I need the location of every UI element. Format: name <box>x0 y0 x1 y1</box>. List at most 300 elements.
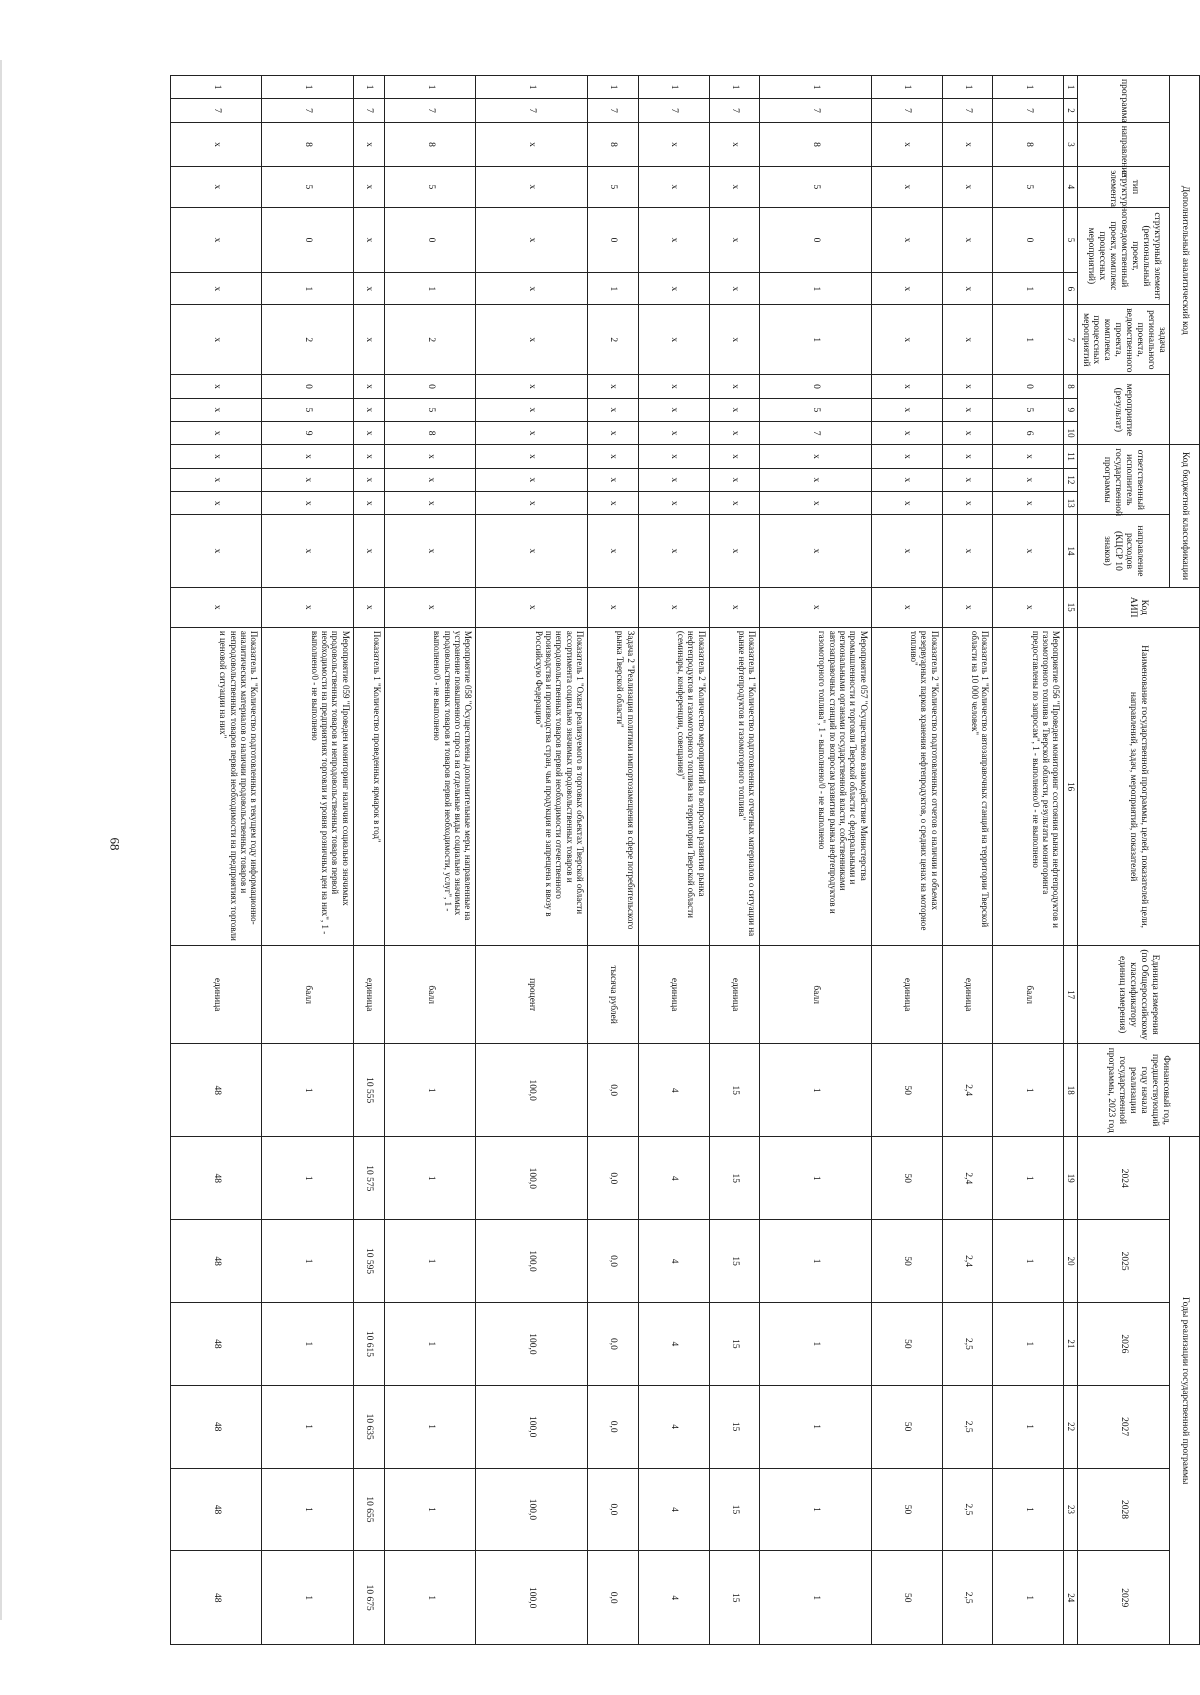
description-cell: Мероприятие 059 "Проведен мониторинг наличия социально значимых продовольственных товаров и непродовольственных товаров первой необходимости на предприятиях торговли и уровня розничных цен на них", 1 - выполнено/0 - не выполнено <box>262 627 353 945</box>
value-cell: 10 675 <box>353 1551 384 1645</box>
value-cell: 0,0 <box>588 1043 639 1136</box>
value-cell: 50 <box>871 1220 942 1303</box>
header-year: 2028 <box>1077 1468 1169 1551</box>
code-cell: х <box>760 515 872 587</box>
value-cell: 1 <box>760 1220 872 1303</box>
column-number: 5 <box>1064 207 1077 273</box>
code-cell: х <box>385 492 476 515</box>
table-row <box>760 76 872 1645</box>
value-cell: 1 <box>760 1551 872 1645</box>
code-cell: х <box>638 421 709 444</box>
code-cell: х <box>709 398 760 421</box>
value-cell: 1 <box>993 1220 1064 1303</box>
code-cell: х <box>588 587 639 627</box>
column-number: 8 <box>1064 375 1077 398</box>
value-cell: 15 <box>709 1220 760 1303</box>
value-cell: 100,0 <box>476 1043 588 1136</box>
column-number: 2 <box>1064 99 1077 122</box>
code-cell: х <box>638 122 709 167</box>
code-cell: х <box>171 492 262 515</box>
table-row <box>871 76 942 1645</box>
code-cell: 1 <box>871 76 942 99</box>
code-cell: 5 <box>262 398 353 421</box>
table-row <box>262 76 353 1645</box>
value-cell: 1 <box>385 1468 476 1551</box>
value-cell: 1 <box>262 1551 353 1645</box>
code-cell: х <box>638 492 709 515</box>
header-unit: Единица измерения (по Общероссийскому классификатору единиц измерения) <box>1077 946 1199 1044</box>
code-cell: х <box>638 515 709 587</box>
code-cell: х <box>709 207 760 273</box>
code-cell: х <box>871 445 942 468</box>
column-number: 16 <box>1064 627 1077 945</box>
code-cell: х <box>760 492 872 515</box>
code-cell: х <box>709 468 760 491</box>
header-fin-year: Финансовый год, предшествующий году начала реализации государственной программы, 2023 год <box>1077 1043 1199 1136</box>
code-cell: х <box>871 398 942 421</box>
value-cell: 1 <box>262 1468 353 1551</box>
column-number: 23 <box>1064 1468 1077 1551</box>
code-cell: х <box>476 515 588 587</box>
code-cell: 8 <box>760 122 872 167</box>
value-cell: 0,0 <box>588 1302 639 1385</box>
code-cell: х <box>993 445 1064 468</box>
code-cell: х <box>476 207 588 273</box>
unit-cell: балл <box>262 946 353 1044</box>
column-number: 17 <box>1064 946 1077 1044</box>
unit-cell: балл <box>993 946 1064 1044</box>
code-cell: х <box>871 515 942 587</box>
code-cell: х <box>476 122 588 167</box>
value-cell: 4 <box>638 1137 709 1220</box>
header-name: Наименование государственной программы, целей, показателей цели, направлений, задач, мероприятий, показателей <box>1077 627 1199 945</box>
column-number: 9 <box>1064 398 1077 421</box>
description-cell: Мероприятие 056 "Проведен мониторинг состояния рынка нефтепродуктов и газомоторного топлива в Тверской области, результаты мониторинга предоставлены по запросам", 1 - выполнено/0 - не выполнено <box>993 627 1064 945</box>
code-cell: х <box>588 398 639 421</box>
value-cell: 4 <box>638 1385 709 1468</box>
code-cell: 1 <box>993 273 1064 305</box>
code-cell: х <box>709 492 760 515</box>
value-cell: 1 <box>760 1468 872 1551</box>
code-cell: 2 <box>262 305 353 375</box>
code-cell: 1 <box>760 76 872 99</box>
code-cell: х <box>709 587 760 627</box>
code-cell: х <box>942 375 993 398</box>
column-number: 3 <box>1064 122 1077 167</box>
code-cell: 1 <box>385 76 476 99</box>
code-cell: 7 <box>262 99 353 122</box>
table-row <box>942 76 993 1645</box>
code-cell: х <box>171 273 262 305</box>
code-cell: х <box>709 305 760 375</box>
code-cell: х <box>638 445 709 468</box>
value-cell: 100,0 <box>476 1551 588 1645</box>
value-cell: 48 <box>171 1220 262 1303</box>
code-cell: х <box>171 305 262 375</box>
code-cell: х <box>353 375 384 398</box>
scan-edge-mark <box>0 60 2 1620</box>
unit-cell: единица <box>171 946 262 1044</box>
value-cell: 48 <box>171 1043 262 1136</box>
unit-cell: единица <box>709 946 760 1044</box>
code-cell: 1 <box>638 76 709 99</box>
code-cell: х <box>171 445 262 468</box>
code-cell: х <box>476 468 588 491</box>
code-cell: х <box>385 445 476 468</box>
value-cell: 100,0 <box>476 1137 588 1220</box>
code-cell: 9 <box>262 421 353 444</box>
column-number: 24 <box>1064 1551 1077 1645</box>
value-cell: 0,0 <box>588 1137 639 1220</box>
code-cell: х <box>353 515 384 587</box>
code-cell: х <box>476 375 588 398</box>
code-cell: х <box>385 587 476 627</box>
code-cell: 1 <box>476 76 588 99</box>
code-cell: х <box>942 122 993 167</box>
code-cell: 1 <box>353 76 384 99</box>
code-cell: х <box>638 167 709 207</box>
code-cell: х <box>760 445 872 468</box>
header-task: задача регионального проекта, ведомственного проекта, комплекса процессных мероприятий <box>1077 305 1169 375</box>
code-cell: х <box>871 375 942 398</box>
header-direction: направление <box>1077 122 1169 167</box>
value-cell: 4 <box>638 1468 709 1551</box>
value-cell: 1 <box>993 1302 1064 1385</box>
value-cell: 1 <box>262 1220 353 1303</box>
value-cell: 10 615 <box>353 1302 384 1385</box>
value-cell: 2,4 <box>942 1043 993 1136</box>
table-row <box>709 76 760 1645</box>
code-cell: х <box>262 445 353 468</box>
code-cell: 7 <box>353 99 384 122</box>
code-cell: 5 <box>993 398 1064 421</box>
code-cell: 7 <box>588 99 639 122</box>
code-cell: х <box>353 305 384 375</box>
value-cell: 1 <box>760 1302 872 1385</box>
value-cell: 0,0 <box>588 1385 639 1468</box>
code-cell: 0 <box>993 207 1064 273</box>
code-cell: х <box>638 375 709 398</box>
description-cell: Показатель 1 "Количество проведенных ярмарок в год" <box>353 627 384 945</box>
code-cell: х <box>353 122 384 167</box>
program-table <box>170 75 1200 1645</box>
value-cell: 100,0 <box>476 1220 588 1303</box>
code-cell: х <box>588 468 639 491</box>
value-cell: 48 <box>171 1302 262 1385</box>
table-row <box>385 76 476 1645</box>
code-cell: х <box>385 515 476 587</box>
unit-cell: тысяча рублей <box>588 946 639 1044</box>
code-cell: 7 <box>709 99 760 122</box>
value-cell: 15 <box>709 1302 760 1385</box>
code-cell: 1 <box>993 305 1064 375</box>
code-cell: х <box>942 492 993 515</box>
code-cell: х <box>353 468 384 491</box>
code-cell: х <box>353 207 384 273</box>
value-cell: 1 <box>993 1468 1064 1551</box>
value-cell: 15 <box>709 1385 760 1468</box>
description-cell: Показатель 1 "Количество подготовленных отчетных материалов о ситуации на рынке нефтепродуктов и газомоторного топлива" <box>709 627 760 945</box>
code-cell: х <box>942 207 993 273</box>
code-cell: 6 <box>993 421 1064 444</box>
code-cell: 5 <box>385 398 476 421</box>
code-cell: 0 <box>588 207 639 273</box>
header-years-group: Годы реализации государственной программы <box>1170 1137 1200 1645</box>
code-cell: 5 <box>993 167 1064 207</box>
value-cell: 1 <box>993 1043 1064 1136</box>
code-cell: х <box>942 273 993 305</box>
code-cell: х <box>588 515 639 587</box>
header-expense: направление расходов (КЦСР 10 знаков) <box>1077 515 1169 587</box>
code-cell: х <box>476 587 588 627</box>
code-cell: х <box>353 167 384 207</box>
value-cell: 4 <box>638 1220 709 1303</box>
value-cell: 15 <box>709 1551 760 1645</box>
code-cell: х <box>353 445 384 468</box>
code-cell: х <box>709 167 760 207</box>
header-event: мероприятие (результат) <box>1077 375 1169 445</box>
header-year: 2024 <box>1077 1137 1169 1220</box>
code-cell: х <box>262 587 353 627</box>
value-cell: 1 <box>262 1043 353 1136</box>
code-cell: х <box>871 305 942 375</box>
value-cell: 15 <box>709 1043 760 1136</box>
code-cell: 0 <box>760 207 872 273</box>
code-cell: х <box>476 273 588 305</box>
value-cell: 1 <box>262 1385 353 1468</box>
code-cell: 0 <box>385 207 476 273</box>
code-cell: 7 <box>993 99 1064 122</box>
code-cell: х <box>871 468 942 491</box>
code-cell: х <box>993 515 1064 587</box>
value-cell: 48 <box>171 1385 262 1468</box>
value-cell: 0,0 <box>588 1468 639 1551</box>
unit-cell: балл <box>760 946 872 1044</box>
header-aip-code: Код АИП <box>1077 587 1199 627</box>
code-cell: х <box>171 515 262 587</box>
code-cell: х <box>942 305 993 375</box>
value-cell: 0,0 <box>588 1551 639 1645</box>
table-row <box>993 76 1064 1645</box>
code-cell: 5 <box>385 167 476 207</box>
table-row <box>476 76 588 1645</box>
code-cell: х <box>638 207 709 273</box>
column-number: 21 <box>1064 1302 1077 1385</box>
code-cell: 0 <box>262 207 353 273</box>
code-cell: 8 <box>588 122 639 167</box>
code-cell: х <box>709 273 760 305</box>
code-cell: 1 <box>171 76 262 99</box>
unit-cell: единица <box>353 946 384 1044</box>
value-cell: 4 <box>638 1551 709 1645</box>
code-cell: 0 <box>385 375 476 398</box>
header-year: 2026 <box>1077 1302 1169 1385</box>
code-cell: х <box>262 492 353 515</box>
table-body <box>171 76 1064 1645</box>
code-cell: х <box>353 492 384 515</box>
code-cell: х <box>353 273 384 305</box>
value-cell: 100,0 <box>476 1385 588 1468</box>
code-cell: х <box>871 273 942 305</box>
value-cell: 1 <box>760 1385 872 1468</box>
value-cell: 1 <box>262 1137 353 1220</box>
code-cell: 5 <box>760 398 872 421</box>
description-cell: Показатель 1 "Количество автозаправочных станций на территории Тверской области на 10 000 человек" <box>942 627 993 945</box>
code-cell: х <box>385 468 476 491</box>
table-row <box>638 76 709 1645</box>
code-cell: 0 <box>760 375 872 398</box>
unit-cell: единица <box>638 946 709 1044</box>
code-cell: х <box>476 421 588 444</box>
value-cell: 2,5 <box>942 1302 993 1385</box>
code-cell: х <box>871 492 942 515</box>
column-number: 11 <box>1064 445 1077 468</box>
code-cell: 5 <box>588 167 639 207</box>
header-year: 2029 <box>1077 1551 1169 1645</box>
description-cell: Мероприятие 058 "Осуществлены дополнительные меры, направленные на устранение повышенного спроса на отдельные виды социально значимых продовольственных товаров и товаров первой необходимости, услуг", 1 - выполнено/0 - не выполнено <box>385 627 476 945</box>
description-cell: Показатель 2 "Количество подготовленных отчетов о наличии и объемах резервуарных парков хранения нефтепродуктов, о средних ценах на моторное топливо" <box>871 627 942 945</box>
code-cell: 7 <box>760 99 872 122</box>
table-row <box>588 76 639 1645</box>
header-struct-type: тип структурного элемента <box>1077 167 1169 207</box>
value-cell: 2,5 <box>942 1551 993 1645</box>
value-cell: 10 595 <box>353 1220 384 1303</box>
value-cell: 2,5 <box>942 1468 993 1551</box>
value-cell: 0,0 <box>588 1220 639 1303</box>
value-cell: 2,5 <box>942 1385 993 1468</box>
code-cell: х <box>942 468 993 491</box>
code-cell: х <box>993 492 1064 515</box>
code-cell: х <box>353 421 384 444</box>
value-cell: 2,4 <box>942 1137 993 1220</box>
value-cell: 100,0 <box>476 1302 588 1385</box>
column-number: 7 <box>1064 305 1077 375</box>
value-cell: 15 <box>709 1137 760 1220</box>
code-cell: х <box>171 167 262 207</box>
value-cell: 4 <box>638 1302 709 1385</box>
column-number: 4 <box>1064 167 1077 207</box>
code-cell: 1 <box>588 273 639 305</box>
code-cell: 7 <box>171 99 262 122</box>
code-cell: х <box>638 587 709 627</box>
code-cell: х <box>171 375 262 398</box>
header-struct-element: структурный элемент (региональный проект, ведомственный проект, комплекс процессных мероприятий) <box>1077 207 1169 305</box>
code-cell: 1 <box>385 273 476 305</box>
value-cell: 15 <box>709 1468 760 1551</box>
code-cell: х <box>942 167 993 207</box>
value-cell: 1 <box>385 1551 476 1645</box>
header-program: программа <box>1077 76 1169 123</box>
value-cell: 1 <box>993 1551 1064 1645</box>
value-cell: 1 <box>385 1137 476 1220</box>
code-cell: 7 <box>760 421 872 444</box>
code-cell: 7 <box>638 99 709 122</box>
code-cell: х <box>871 122 942 167</box>
code-cell: х <box>638 468 709 491</box>
code-cell: х <box>476 398 588 421</box>
column-number: 15 <box>1064 587 1077 627</box>
description-cell: Показатель 2 "Количество мероприятий по вопросам развития рынка нефтепродуктов и газомоторного топлива на территории Тверской области (семинары, конференции, совещания)" <box>638 627 709 945</box>
code-cell: 5 <box>760 167 872 207</box>
description-cell: Показатель 1 "Количество подготовленных в текущем году информационно-аналитических материалов о наличии продовольственных товаров и непродовольственных товаров первой необходимости на предприятиях торговли и ценовой ситуации на них" <box>171 627 262 945</box>
value-cell: 1 <box>760 1043 872 1136</box>
code-cell: х <box>588 492 639 515</box>
code-cell: х <box>353 587 384 627</box>
description-cell: Показатель 1 "Охват реализуемого в торговых объектах Тверской области ассортимента социально значимых продовольственных товаров и непродовольственных товаров первой необходимости отечественного производства и производства стран, чья продукция не запрещена к ввозу в Российскую Федерацию" <box>476 627 588 945</box>
code-cell: 1 <box>262 273 353 305</box>
code-cell: х <box>942 445 993 468</box>
value-cell: 1 <box>385 1043 476 1136</box>
code-cell: х <box>760 587 872 627</box>
unit-cell: процент <box>476 946 588 1044</box>
code-cell: х <box>709 421 760 444</box>
code-cell: х <box>760 468 872 491</box>
header-year: 2027 <box>1077 1385 1169 1468</box>
code-cell: 1 <box>262 76 353 99</box>
value-cell: 50 <box>871 1043 942 1136</box>
code-cell: 1 <box>942 76 993 99</box>
unit-cell: единица <box>942 946 993 1044</box>
page-number: 68 <box>107 837 123 851</box>
code-cell: х <box>709 515 760 587</box>
code-cell: х <box>942 421 993 444</box>
code-cell: х <box>709 445 760 468</box>
value-cell: 50 <box>871 1385 942 1468</box>
header-extra-code: Дополнительный аналитический код <box>1170 76 1200 445</box>
column-number: 14 <box>1064 515 1077 587</box>
value-cell: 1 <box>385 1302 476 1385</box>
code-cell: х <box>476 445 588 468</box>
code-cell: х <box>993 468 1064 491</box>
code-cell: х <box>871 167 942 207</box>
code-cell: х <box>476 167 588 207</box>
code-cell: х <box>871 421 942 444</box>
value-cell: 1 <box>385 1385 476 1468</box>
column-number: 1 <box>1064 76 1077 99</box>
column-number: 10 <box>1064 421 1077 444</box>
code-cell: 1 <box>760 273 872 305</box>
code-cell: х <box>262 468 353 491</box>
value-cell: 10 575 <box>353 1137 384 1220</box>
code-cell: х <box>171 398 262 421</box>
code-cell: х <box>942 398 993 421</box>
value-cell: 50 <box>871 1468 942 1551</box>
code-cell: 8 <box>262 122 353 167</box>
value-cell: 1 <box>262 1302 353 1385</box>
code-cell: х <box>171 587 262 627</box>
value-cell: 10 655 <box>353 1468 384 1551</box>
code-cell: х <box>171 207 262 273</box>
code-cell: 7 <box>385 99 476 122</box>
code-cell: х <box>709 122 760 167</box>
column-number: 22 <box>1064 1385 1077 1468</box>
description-cell: Мероприятие 057 "Осуществлено взаимодействие Министерства промышленности и торговли Тверской области с федеральными и региональными органами государственной власти, собственниками автозаправочных станций по вопросам развития рынка нефтепродуктов и газомоторного топлива", 1 - выполнено/0 - не выполнено <box>760 627 872 945</box>
value-cell: 50 <box>871 1302 942 1385</box>
column-number: 13 <box>1064 492 1077 515</box>
value-cell: 10 555 <box>353 1043 384 1136</box>
value-cell: 48 <box>171 1468 262 1551</box>
code-cell: 7 <box>942 99 993 122</box>
code-cell: х <box>993 587 1064 627</box>
value-cell: 1 <box>993 1137 1064 1220</box>
value-cell: 1 <box>760 1137 872 1220</box>
value-cell: 48 <box>171 1551 262 1645</box>
code-cell: 2 <box>588 305 639 375</box>
value-cell: 2,4 <box>942 1220 993 1303</box>
code-cell: 0 <box>262 375 353 398</box>
code-cell: 1 <box>709 76 760 99</box>
code-cell: х <box>638 273 709 305</box>
